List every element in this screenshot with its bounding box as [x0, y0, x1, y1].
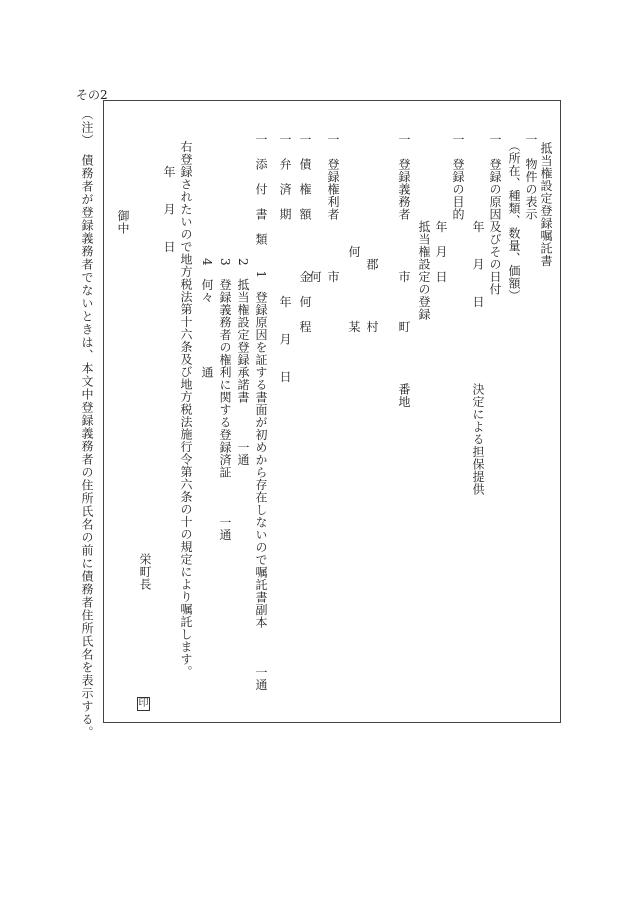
attachment-3: 3 登録義務者の権利に関する登録済証 一通	[218, 133, 232, 542]
item-amount: 一 債 権 額 金 何 程	[298, 133, 312, 333]
item-cause-date: 年 月 日 決定による担保提供	[471, 133, 485, 496]
item-attachments: 一 添 付 書 類 1 登録原因を証する書面が初めから存在しないので嘱託書副本 一通	[254, 133, 268, 692]
mayor-title: 栄町長	[138, 128, 152, 591]
page-label: その2	[76, 88, 108, 102]
item-rightholder: 一 登録権利者 市	[326, 133, 340, 308]
addressee: 御中	[116, 172, 130, 235]
item-obligor-gun: 郡 村	[365, 133, 379, 383]
item-property: 一 物件の表示	[524, 133, 538, 221]
item-obligor: 一 登録義務者 市 町 番地	[397, 133, 411, 408]
item-purpose: 一 登録の目的	[451, 133, 465, 221]
item-purpose-detail: 抵当権設定の登録	[417, 133, 431, 321]
item-obligor-name: 何 某	[347, 133, 361, 333]
closing-statement: 右登録されたいので地方税法第十六条及び地方税法施行令第六条の十の規定により嘱託します。	[179, 128, 193, 678]
seal-stamp: 印	[138, 698, 149, 709]
form-title: 抵当権設定登録嘱託書	[539, 142, 553, 267]
item-purpose-date: 年 月 日	[434, 133, 448, 283]
attachment-4: 4 何々 通	[200, 133, 214, 379]
date-line: 年 月 日	[162, 128, 176, 253]
item-rightholder-name: 何	[308, 133, 322, 283]
item-due: 一 弁 済 期 年 月 日	[278, 133, 292, 383]
footnote: （注） 債務者が登録義務者でないときは、本文中登録義務者の住所氏名の前に債務者住所氏名を表示する。	[80, 108, 94, 739]
item-cause: 一 登録の原因及びその日付	[488, 133, 502, 296]
attachment-2: 2 抵当権設定登録承諾書 一通	[236, 133, 250, 467]
item-property-note: （所在、種類、数量、価額）	[507, 133, 521, 302]
